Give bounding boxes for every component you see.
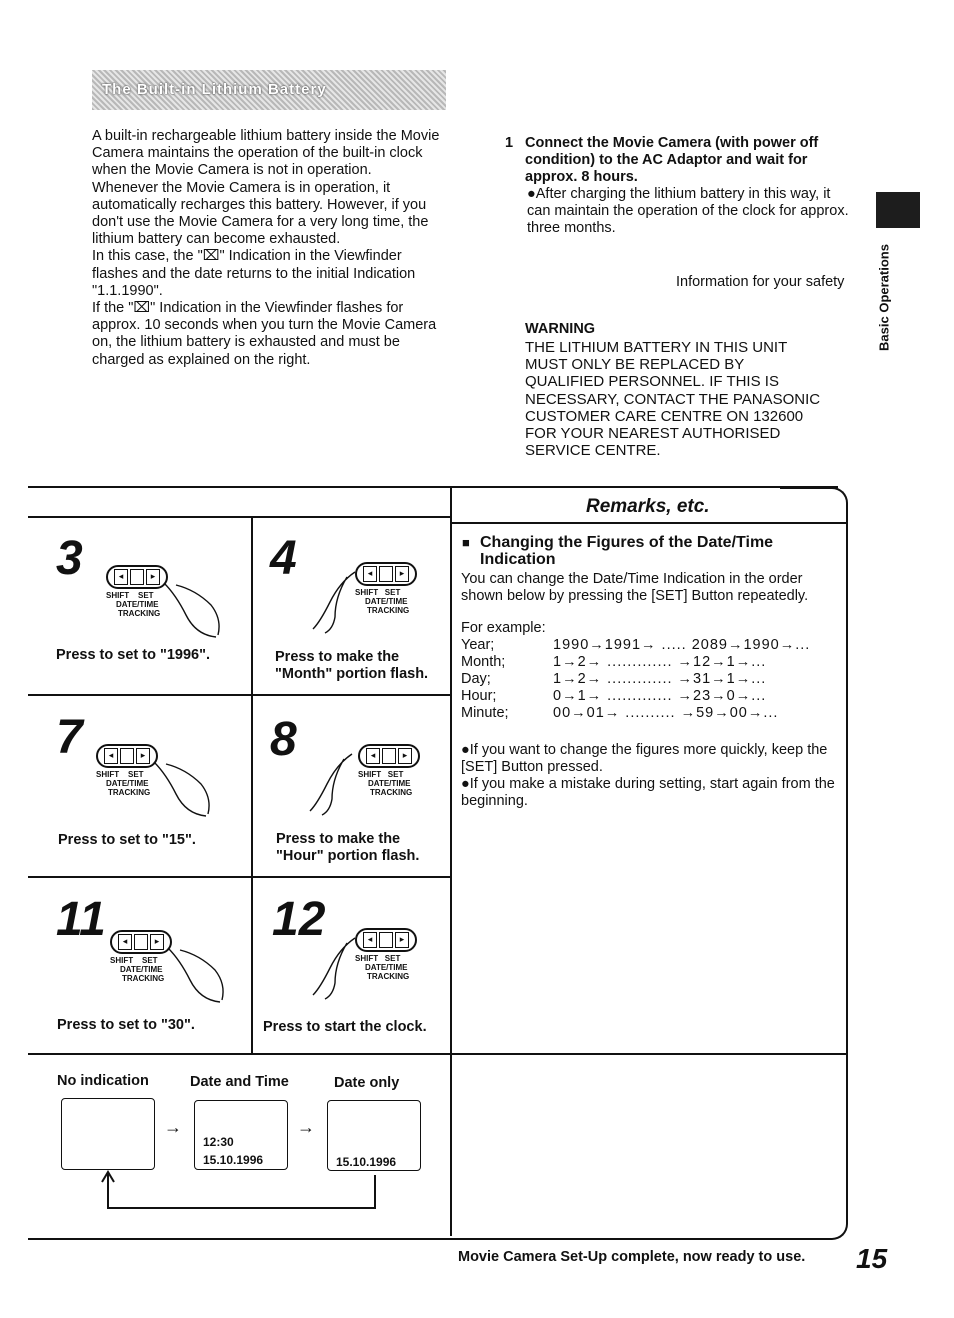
- footer-note: Movie Camera Set-Up complete, now ready to use.: [458, 1249, 806, 1265]
- datetime-label: DATE/TIME: [365, 963, 408, 972]
- grid-row-3: [28, 1053, 846, 1055]
- grid-vertical: [251, 518, 253, 1055]
- example-row: Hour; 0→1→ ............. →23→0→...: [461, 688, 767, 704]
- set-button: ◂ ▸: [110, 930, 172, 954]
- step-number: 8: [270, 713, 297, 766]
- set-button: ◂ ▸: [106, 565, 168, 589]
- side-tab-label: Basic Operations: [876, 244, 892, 351]
- set-label: SET: [384, 588, 401, 597]
- shift-label: SHIFT: [110, 956, 134, 965]
- set-button: ◂ ▸: [358, 744, 420, 768]
- example-row: Day; 1→2→ ............. →31→1→...: [461, 671, 767, 687]
- step-number: 12: [272, 893, 326, 946]
- example-table: [461, 637, 810, 722]
- pointing-hand-icon: [305, 933, 365, 1003]
- remarks-heading: Changing the Figures of the Date/Time Indication: [480, 534, 774, 568]
- note-1: ●If you want to change the figures more quickly, keep the [SET] Button pressed.: [461, 742, 828, 776]
- mode-label-date-time: Date and Time: [190, 1074, 289, 1090]
- warning-text: THE LITHIUM BATTERY IN THIS UNIT MUST ONLY BE REPLACED BY QUALIFIED PERSONNEL. IF THIS IS NECESSARY, CONTACT THE PANASONIC CUSTOMER CARE CENTRE ON 132600 FOR YOUR NEAREST AUTHORISED SERVICE CENTRE.: [525, 339, 821, 460]
- example-row: Year; 1990→1991→ ..... 2089→1990→...: [461, 637, 811, 653]
- viewfinder-screen-date-time: [194, 1100, 288, 1170]
- grid-row-1: [28, 694, 450, 696]
- set-label: SET: [387, 770, 404, 779]
- set-label: SET: [128, 770, 144, 779]
- step-caption: Press to set to "30".: [57, 1017, 195, 1033]
- frame-corner-bottom: [800, 1200, 848, 1240]
- frame-corner-top: [780, 487, 848, 523]
- remarks-header-rule: [452, 522, 848, 524]
- datetime-label: DATE/TIME: [368, 779, 411, 788]
- column-divider: [450, 488, 452, 1236]
- control-dial-illustration: [358, 744, 420, 797]
- step-1-heading: Connect the Movie Camera (with power off condition) to the AC Adaptor and wait for approx. 8 hours.: [525, 135, 819, 185]
- control-dial-illustration: [355, 562, 417, 615]
- grid-row-2: [28, 876, 450, 878]
- example-label: For example:: [461, 620, 546, 636]
- set-label: SET: [384, 954, 401, 963]
- side-tab-marker: [876, 192, 920, 228]
- pointing-hand-icon: [305, 567, 365, 637]
- mode-label-date-only: Date only: [334, 1075, 400, 1091]
- tracking-label: TRACKING: [108, 788, 151, 797]
- step-number: 11: [56, 893, 106, 946]
- tracking-label: TRACKING: [118, 609, 161, 618]
- intro-paragraph-2: In this case, the "⌧" Indication in the Viewfinder flashes and the date returns to the initial Indication "1.1.1990".: [92, 248, 416, 299]
- step-1-bullet: ●After charging the lithium battery in this way, it can maintain the operation of the clock for approx. three months.: [527, 186, 849, 237]
- set-button: ◂ ▸: [355, 562, 417, 586]
- remarks-intro: You can change the Date/Time Indication in the order shown below by pressing the [SET] Button repeatedly.: [461, 571, 809, 605]
- datetime-label: DATE/TIME: [106, 779, 149, 788]
- step-number: 7: [56, 711, 83, 764]
- shift-label: SHIFT: [358, 770, 382, 779]
- frame-right-rule: [846, 510, 848, 1222]
- intro-text: [92, 128, 440, 369]
- return-arrow-icon: [100, 1170, 380, 1214]
- set-label: SET: [138, 591, 154, 600]
- step-caption: Press to set to "15".: [58, 832, 196, 848]
- control-dial-illustration: [106, 565, 168, 618]
- intro-paragraph-3: If the "⌧" Indication in the Viewfinder flashes for approx. 10 seconds when you turn the Movie Camera on, the lithium battery is exhausted and must be charged as explained on the right.: [92, 300, 437, 368]
- screen-date-only: 15.10.1996: [336, 1155, 397, 1169]
- tracking-label: TRACKING: [370, 788, 413, 797]
- step-caption: Press to set to "1996".: [56, 647, 210, 663]
- remarks-title: Remarks, etc.: [586, 496, 710, 517]
- control-dial-illustration: [355, 928, 417, 981]
- intro-paragraph-1: A built-in rechargeable lithium battery inside the Movie Camera maintains the operation of the built-in clock when the Movie Camera is not in operation. Whenever the Movie Camera is in operation, it automatically recharges this battery. However, if you don't use the Movie Camera for a very long time, the lithium battery can become exhausted.: [92, 128, 440, 248]
- tracking-label: TRACKING: [367, 606, 410, 615]
- shift-label: SHIFT: [355, 954, 379, 963]
- step-1-number: 1: [505, 135, 514, 151]
- frame-bottom-rule: [28, 1238, 818, 1240]
- note-2: ●If you make a mistake during setting, start again from the beginning.: [461, 776, 835, 810]
- arrow-icon: →: [164, 1117, 182, 1137]
- remarks-section: [462, 534, 842, 568]
- pointing-hand-icon: [302, 749, 362, 819]
- square-bullet-icon: ■: [462, 535, 470, 550]
- shift-label: SHIFT: [106, 591, 130, 600]
- step-caption: Press to make the "Month" portion flash.: [275, 649, 429, 682]
- steps-top-rule: [28, 516, 450, 518]
- shift-label: SHIFT: [355, 588, 379, 597]
- viewfinder-screen-date-only: [327, 1100, 421, 1171]
- safety-heading: Information for your safety: [676, 274, 845, 290]
- pointing-hand-icon: [160, 940, 230, 1010]
- datetime-label: DATE/TIME: [120, 965, 163, 974]
- example-row: Minute; 00→01→ .......... →59→00→...: [461, 705, 779, 721]
- tracking-label: TRACKING: [122, 974, 165, 983]
- set-label: SET: [142, 956, 158, 965]
- pointing-hand-icon: [156, 575, 226, 645]
- datetime-label: DATE/TIME: [365, 597, 408, 606]
- control-dial-illustration: [110, 930, 172, 983]
- frame-top-rule: [28, 486, 838, 488]
- step-caption: Press to start the clock.: [263, 1019, 427, 1035]
- screen-time: 12:30: [203, 1135, 234, 1149]
- example-row: Month; 1→2→ ............. →12→1→...: [461, 654, 767, 670]
- control-dial-illustration: [96, 744, 158, 797]
- step-1: [505, 135, 850, 238]
- section-banner: The Built-in Lithium Battery: [92, 70, 446, 110]
- step-number: 4: [270, 532, 297, 585]
- step-number: 3: [56, 532, 83, 585]
- page-number: 15: [856, 1243, 888, 1274]
- tracking-label: TRACKING: [367, 972, 410, 981]
- arrow-icon: →: [297, 1117, 315, 1137]
- mode-label-none: No indication: [57, 1073, 149, 1089]
- set-button: ◂ ▸: [96, 744, 158, 768]
- step-caption: Press to make the "Hour" portion flash.: [276, 831, 420, 864]
- set-button: ◂ ▸: [355, 928, 417, 952]
- datetime-label: DATE/TIME: [116, 600, 159, 609]
- pointing-hand-icon: [146, 754, 216, 824]
- viewfinder-screen-none: [61, 1098, 155, 1170]
- shift-label: SHIFT: [96, 770, 120, 779]
- screen-date: 15.10.1996: [203, 1153, 264, 1167]
- warning-label: WARNING: [525, 321, 596, 337]
